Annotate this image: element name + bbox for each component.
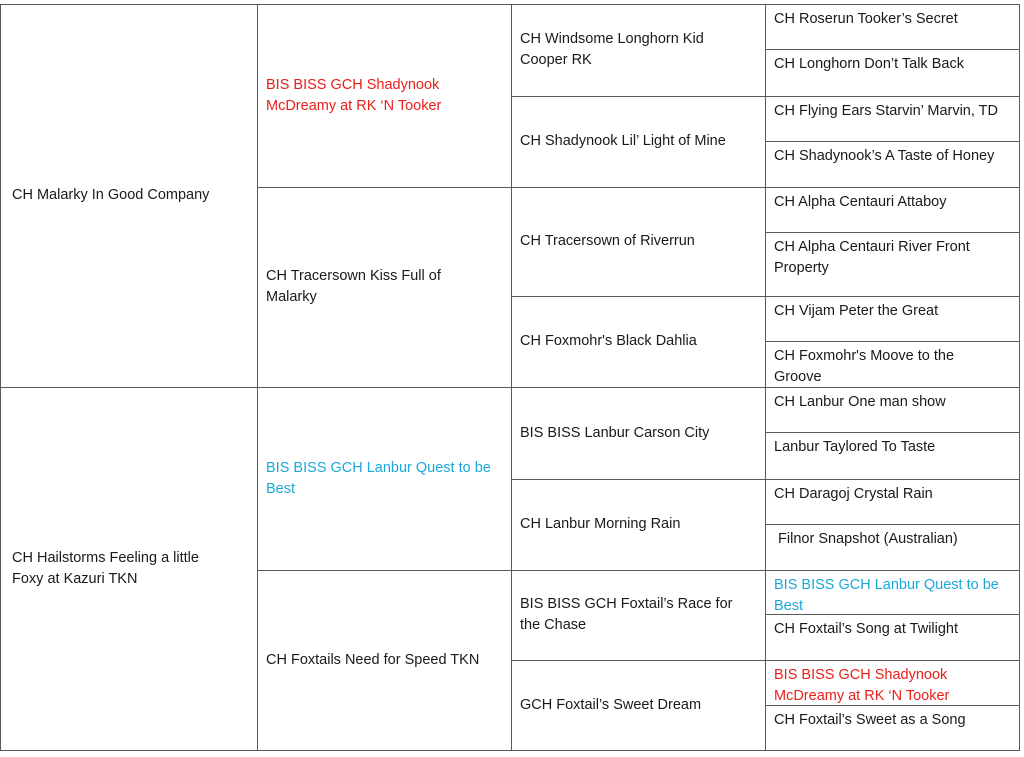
grid-line (0, 750, 1020, 751)
grandparent-cell (257, 4, 512, 187)
great-great-grandparent-name: CH Vijam Peter the Great (774, 303, 939, 319)
grid-line (511, 4, 512, 751)
grid-line (1019, 4, 1020, 751)
parent-cell (0, 387, 257, 751)
great-great-grandparent-cell (766, 387, 1020, 432)
great-great-grandparent-cell (766, 705, 1020, 751)
grandparent-cell (257, 187, 512, 387)
parent-name: CH Malarky In Good Company (12, 187, 210, 203)
grid-line (765, 141, 1020, 142)
grid-line (511, 479, 1020, 480)
great-great-grandparent-name: CH Lanbur One man show (774, 394, 946, 410)
great-great-grandparent-cell (766, 4, 1020, 49)
great-great-grandparent-cell (766, 432, 1020, 479)
great-great-grandparent-name: CH Shadynook’s A Taste of Honey (774, 148, 995, 164)
great-grandparent-name: CH Shadynook Lil’ Light of Mine (520, 133, 726, 149)
great-great-grandparent-name: BIS BISS GCH Lanbur Quest to be Best (774, 577, 999, 614)
great-great-grandparent-name: CH Longhorn Don’t Talk Back (774, 56, 964, 72)
great-grandparent-name: BIS BISS Lanbur Carson City (520, 424, 710, 441)
grid-line (257, 570, 1020, 571)
grid-line (765, 232, 1020, 233)
great-great-grandparent-name: CH Flying Ears Starvin’ Marvin, TD (774, 103, 998, 119)
grid-line (0, 4, 1, 751)
great-grandparent-cell (512, 479, 766, 570)
great-grandparent-name: BIS BISS GCH Foxtail’s Race for the Chase (520, 596, 733, 633)
grid-line (257, 187, 1020, 188)
grandparent-name: CH Tracersown Kiss Full of Malarky (266, 268, 441, 305)
great-great-grandparent-name: Lanbur Taylored To Taste (774, 439, 936, 455)
great-great-grandparent-name: CH Daragoj Crystal Rain (774, 486, 933, 502)
grid-line (0, 4, 1020, 5)
grid-line (765, 614, 1020, 615)
great-grandparent-name: CH Lanbur Morning Rain (520, 516, 681, 532)
great-great-grandparent-name: CH Alpha Centauri River Front Property (774, 239, 970, 276)
grandparent-name: CH Foxtails Need for Speed TKN (266, 652, 480, 668)
great-great-grandparent-name: Filnor Snapshot (Australian) (774, 531, 958, 547)
great-grandparent-cell (512, 660, 766, 751)
great-great-grandparent-name: CH Foxmohr's Moove to the Groove (774, 348, 955, 385)
great-great-grandparent-name: BIS BISS GCH Shadynook McDreamy at RK ‘N Tooker (774, 667, 950, 704)
grid-line (511, 96, 1020, 97)
grandparent-name: BIS BISS GCH Shadynook McDreamy at RK ‘N Tooker (266, 76, 442, 114)
grid-line (765, 432, 1020, 433)
grid-line (257, 4, 258, 751)
grandparent-name: BIS BISS GCH Lanbur Quest to be Best (266, 459, 491, 497)
great-great-grandparent-cell (766, 49, 1020, 96)
great-great-grandparent-name: CH Foxtail’s Sweet as a Song (774, 712, 966, 728)
grid-line (0, 387, 1020, 388)
grandparent-cell (257, 387, 512, 570)
great-grandparent-cell (512, 296, 766, 387)
great-grandparent-name: GCH Foxtail’s Sweet Dream (520, 697, 702, 713)
grid-line (765, 524, 1020, 525)
great-great-grandparent-cell (766, 614, 1020, 660)
great-grandparent-cell (512, 570, 766, 660)
great-grandparent-cell (512, 96, 766, 187)
great-grandparent-name: CH Foxmohr's Black Dahlia (520, 333, 697, 349)
great-great-grandparent-name: CH Roserun Tooker’s Secret (774, 11, 958, 27)
great-great-grandparent-name: CH Foxtail’s Song at Twilight (774, 621, 959, 637)
grid-line (765, 705, 1020, 706)
great-great-grandparent-cell (766, 96, 1020, 141)
great-great-grandparent-cell (766, 232, 1020, 296)
grid-line (511, 660, 1020, 661)
great-great-grandparent-cell (766, 296, 1020, 341)
great-grandparent-name: CH Windsome Longhorn Kid Cooper RK (520, 31, 704, 68)
grid-line (765, 341, 1020, 342)
great-great-grandparent-cell (766, 141, 1020, 187)
great-grandparent-cell (512, 387, 766, 479)
great-great-grandparent-cell (766, 660, 1020, 705)
great-grandparent-cell (512, 4, 766, 96)
parent-name: CH Hailstorms Feeling a little Foxy at Kazuri TKN (12, 550, 199, 587)
great-grandparent-cell (512, 187, 766, 296)
great-great-grandparent-cell (766, 341, 1020, 387)
grid-line (765, 49, 1020, 50)
grid-line (511, 296, 1020, 297)
great-great-grandparent-cell (766, 524, 1020, 570)
great-great-grandparent-cell (766, 187, 1020, 232)
grandparent-cell (257, 570, 512, 751)
great-great-grandparent-cell (766, 479, 1020, 524)
great-great-grandparent-cell (766, 570, 1020, 614)
grid-line (765, 4, 766, 751)
great-grandparent-name: CH Tracersown of Riverrun (520, 233, 695, 249)
parent-cell (0, 4, 257, 387)
great-great-grandparent-name: CH Alpha Centauri Attaboy (774, 194, 947, 210)
